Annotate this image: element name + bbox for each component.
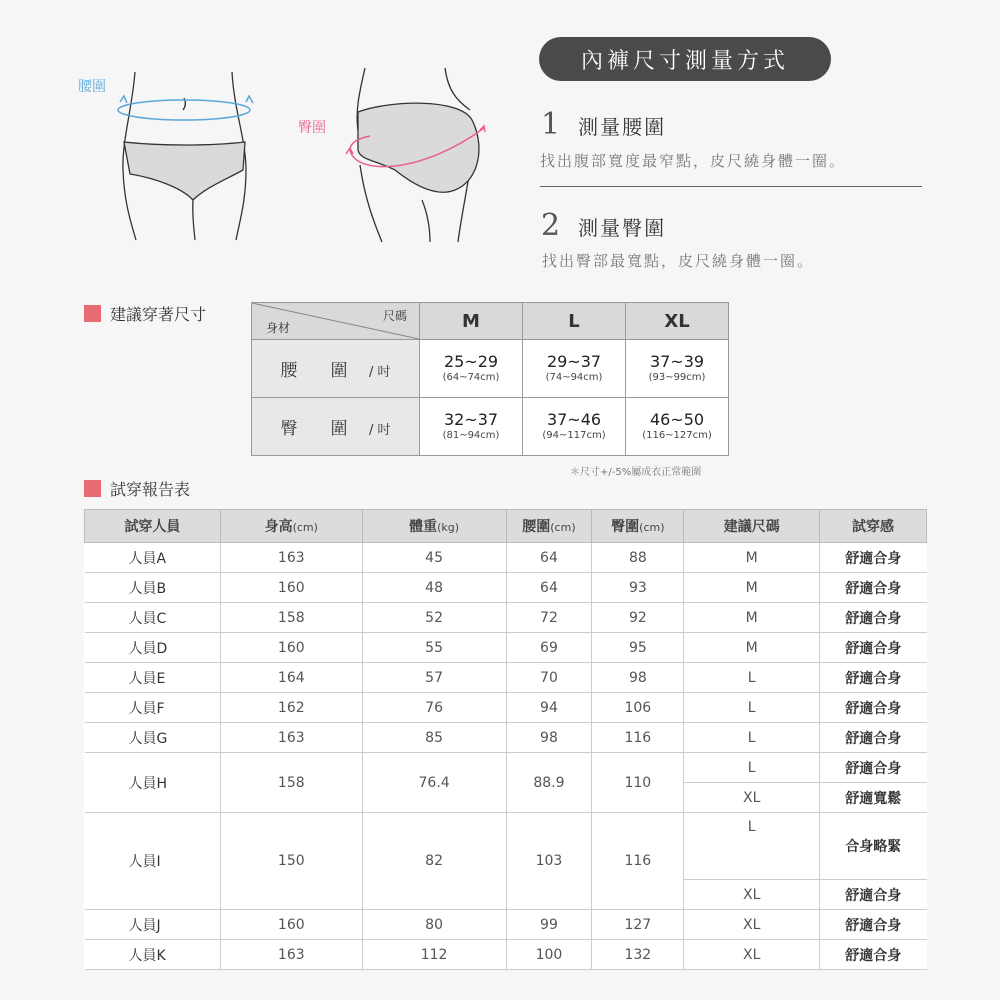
- suggested-size-cell: L: [684, 723, 820, 753]
- step-2-desc: 找出臀部最寬點，皮尺繞身體一圈。: [542, 252, 815, 270]
- height-cell: 150: [220, 813, 362, 910]
- waist-cell: 69: [506, 633, 592, 663]
- waist-cell: 88.9: [506, 753, 592, 813]
- fit-feel-cell: 舒適合身: [820, 663, 927, 693]
- fit-feel-cell: 舒適合身: [820, 603, 927, 633]
- hip-m-cm: (81~94cm): [442, 429, 500, 441]
- waist-m-cell: [420, 340, 523, 398]
- col-header-waist-label: 腰圍: [522, 519, 551, 535]
- body-figures-image: [60, 50, 520, 260]
- hip-xl-inch: 46~50: [649, 409, 705, 429]
- fit-feel-cell: 舒適合身: [820, 880, 927, 910]
- hip-cell: 116: [592, 813, 684, 910]
- waist-m-inch: 25~29: [443, 351, 499, 371]
- col-header-height-label: 身高: [264, 519, 293, 535]
- table-row: [85, 693, 927, 723]
- tester-name-cell: 人員D: [85, 633, 221, 663]
- size-note: ＊尺寸+/-5%屬成衣正常範圍: [570, 467, 702, 478]
- tester-name-cell: 人員I: [85, 813, 221, 910]
- col-header-weight-label: 體重: [409, 519, 438, 535]
- weight-cell: 57: [362, 663, 506, 693]
- step-2-number: 2: [541, 208, 561, 243]
- size-table-corner: [252, 303, 420, 340]
- tester-name-cell: 人員C: [85, 603, 221, 633]
- waist-l-inch: 29~37: [546, 351, 602, 371]
- trial-section-heading: [84, 477, 190, 500]
- hip-cell: 110: [592, 753, 684, 813]
- tester-name-cell: 人員H: [85, 753, 221, 813]
- size-header-m: M: [420, 303, 523, 340]
- col-header-hip-unit: (cm): [639, 521, 665, 534]
- size-table: [251, 302, 729, 456]
- height-cell: 163: [220, 723, 362, 753]
- weight-cell: 80: [362, 910, 506, 940]
- col-header-height: [220, 510, 362, 543]
- suggested-size-cell: L: [684, 753, 820, 783]
- step-1: [541, 107, 666, 142]
- waist-row-unit: / 吋: [368, 365, 391, 380]
- tester-name-cell: 人員K: [85, 940, 221, 970]
- weight-cell: 55: [362, 633, 506, 663]
- table-row: [85, 723, 927, 753]
- waist-cell: 99: [506, 910, 592, 940]
- suggested-size-cell: M: [684, 603, 820, 633]
- suggested-size-cell: M: [684, 573, 820, 603]
- fit-feel-cell: 舒適合身: [820, 633, 927, 663]
- hip-label: 臀圍: [298, 120, 326, 136]
- table-row: [85, 753, 927, 783]
- suggested-size-cell: XL: [684, 940, 820, 970]
- fit-feel-cell: 舒適合身: [820, 693, 927, 723]
- suggested-size-cell: L: [684, 813, 820, 880]
- hip-row-name: 臀 圍: [280, 419, 356, 439]
- waist-cell: 100: [506, 940, 592, 970]
- waist-m-cm: (64~74cm): [442, 371, 500, 383]
- corner-body-label: 身材: [266, 321, 291, 335]
- col-header-hip: [592, 510, 684, 543]
- hip-m-cell: [420, 398, 523, 456]
- waist-cell: 98: [506, 723, 592, 753]
- size-section-title: 建議穿著尺寸: [110, 305, 207, 324]
- suggested-size-cell: L: [684, 663, 820, 693]
- step-2: [541, 208, 666, 243]
- col-header-waist-unit: (cm): [550, 521, 576, 534]
- col-header-suggested-size: [684, 510, 820, 543]
- tester-name-cell: 人員B: [85, 573, 221, 603]
- table-row: [85, 940, 927, 970]
- height-cell: 162: [220, 693, 362, 723]
- waist-l-cm: (74~94cm): [545, 371, 603, 383]
- tester-name-cell: 人員G: [85, 723, 221, 753]
- weight-cell: 76: [362, 693, 506, 723]
- col-header-tester: [85, 510, 221, 543]
- weight-cell: 45: [362, 543, 506, 573]
- tester-name-cell: 人員J: [85, 910, 221, 940]
- hip-l-cell: [523, 398, 626, 456]
- hip-cell: 127: [592, 910, 684, 940]
- table-row: [85, 633, 927, 663]
- tester-name-cell: 人員A: [85, 543, 221, 573]
- step-1-number: 1: [541, 107, 561, 142]
- suggested-size-cell: L: [684, 693, 820, 723]
- waist-cell: 70: [506, 663, 592, 693]
- height-cell: 160: [220, 633, 362, 663]
- weight-cell: 76.4: [362, 753, 506, 813]
- guide-title: 內褲尺寸測量方式: [539, 37, 831, 81]
- fit-feel-cell: 舒適合身: [820, 573, 927, 603]
- suggested-size-cell: M: [684, 543, 820, 573]
- fit-feel-cell: 舒適合身: [820, 543, 927, 573]
- height-cell: 158: [220, 753, 362, 813]
- corner-size-label: 尺碼: [382, 309, 407, 323]
- suggested-size-cell: XL: [684, 783, 820, 813]
- suggested-size-cell: M: [684, 633, 820, 663]
- table-row: [85, 603, 927, 633]
- col-header-height-unit: (cm): [292, 521, 318, 534]
- hip-cell: 106: [592, 693, 684, 723]
- size-header-xl: XL: [626, 303, 729, 340]
- trial-table: [84, 509, 927, 970]
- table-row: [85, 813, 927, 880]
- guide-divider: [540, 186, 922, 187]
- hip-cell: 92: [592, 603, 684, 633]
- table-row: [85, 910, 927, 940]
- waist-row-name: 腰 圍: [280, 361, 356, 381]
- height-cell: 164: [220, 663, 362, 693]
- waist-cell: 64: [506, 543, 592, 573]
- trial-section-title: 試穿報告表: [110, 480, 191, 499]
- table-row: [85, 543, 927, 573]
- height-cell: 163: [220, 543, 362, 573]
- waist-xl-cell: [626, 340, 729, 398]
- col-header-size-label: 建議尺碼: [723, 519, 780, 535]
- heading-marker-icon: [84, 480, 101, 497]
- suggested-size-cell: XL: [684, 880, 820, 910]
- step-2-title: 測量臀圍: [578, 216, 667, 240]
- fit-feel-cell: 舒適合身: [820, 910, 927, 940]
- col-header-fit-feel: [820, 510, 927, 543]
- heading-marker-icon: [84, 305, 101, 322]
- hip-xl-cell: [626, 398, 729, 456]
- step-1-title: 測量腰圍: [578, 115, 667, 139]
- tester-name-cell: 人員F: [85, 693, 221, 723]
- fit-feel-cell: 舒適合身: [820, 940, 927, 970]
- waist-cell: 94: [506, 693, 592, 723]
- height-cell: 160: [220, 573, 362, 603]
- weight-cell: 85: [362, 723, 506, 753]
- weight-cell: 82: [362, 813, 506, 910]
- col-header-weight-unit: (kg): [437, 521, 460, 534]
- fit-feel-cell: 舒適寬鬆: [820, 783, 927, 813]
- waist-xl-inch: 37~39: [649, 351, 705, 371]
- hip-m-inch: 32~37: [443, 409, 499, 429]
- fit-feel-cell: 舒適合身: [820, 723, 927, 753]
- waist-label: 腰圍: [78, 79, 106, 95]
- measurement-illustration: [60, 50, 520, 260]
- hip-row-label: [252, 398, 420, 456]
- table-row: [85, 663, 927, 693]
- size-section-heading: [84, 302, 206, 325]
- hip-cell: 95: [592, 633, 684, 663]
- waist-cell: 64: [506, 573, 592, 603]
- col-header-weight: [362, 510, 506, 543]
- waist-xl-cm: (93~99cm): [648, 371, 706, 383]
- waist-cell: 103: [506, 813, 592, 910]
- col-header-feel-label: 試穿感: [852, 519, 895, 535]
- size-header-l: L: [523, 303, 626, 340]
- hip-cell: 98: [592, 663, 684, 693]
- trial-header-row: [85, 510, 927, 543]
- waist-l-cell: [523, 340, 626, 398]
- suggested-size-cell: XL: [684, 910, 820, 940]
- step-1-desc: 找出腹部寬度最窄點，皮尺繞身體一圈。: [540, 152, 847, 170]
- hip-cell: 116: [592, 723, 684, 753]
- table-row: [85, 573, 927, 603]
- hip-cell: 88: [592, 543, 684, 573]
- hip-cell: 132: [592, 940, 684, 970]
- height-cell: 163: [220, 940, 362, 970]
- waist-cell: 72: [506, 603, 592, 633]
- col-header-waist: [506, 510, 592, 543]
- hip-cell: 93: [592, 573, 684, 603]
- fit-feel-cell: 合身略緊: [820, 813, 927, 880]
- hip-l-inch: 37~46: [546, 409, 602, 429]
- tester-name-cell: 人員E: [85, 663, 221, 693]
- col-header-tester-label: 試穿人員: [124, 519, 181, 535]
- col-header-hip-label: 臀圍: [611, 519, 640, 535]
- waist-row-label: [252, 340, 420, 398]
- height-cell: 160: [220, 910, 362, 940]
- fit-feel-cell: 舒適合身: [820, 753, 927, 783]
- height-cell: 158: [220, 603, 362, 633]
- weight-cell: 112: [362, 940, 506, 970]
- hip-xl-cm: (116~127cm): [642, 429, 712, 441]
- hip-row-unit: / 吋: [368, 423, 391, 438]
- hip-l-cm: (94~117cm): [542, 429, 606, 441]
- weight-cell: 48: [362, 573, 506, 603]
- weight-cell: 52: [362, 603, 506, 633]
